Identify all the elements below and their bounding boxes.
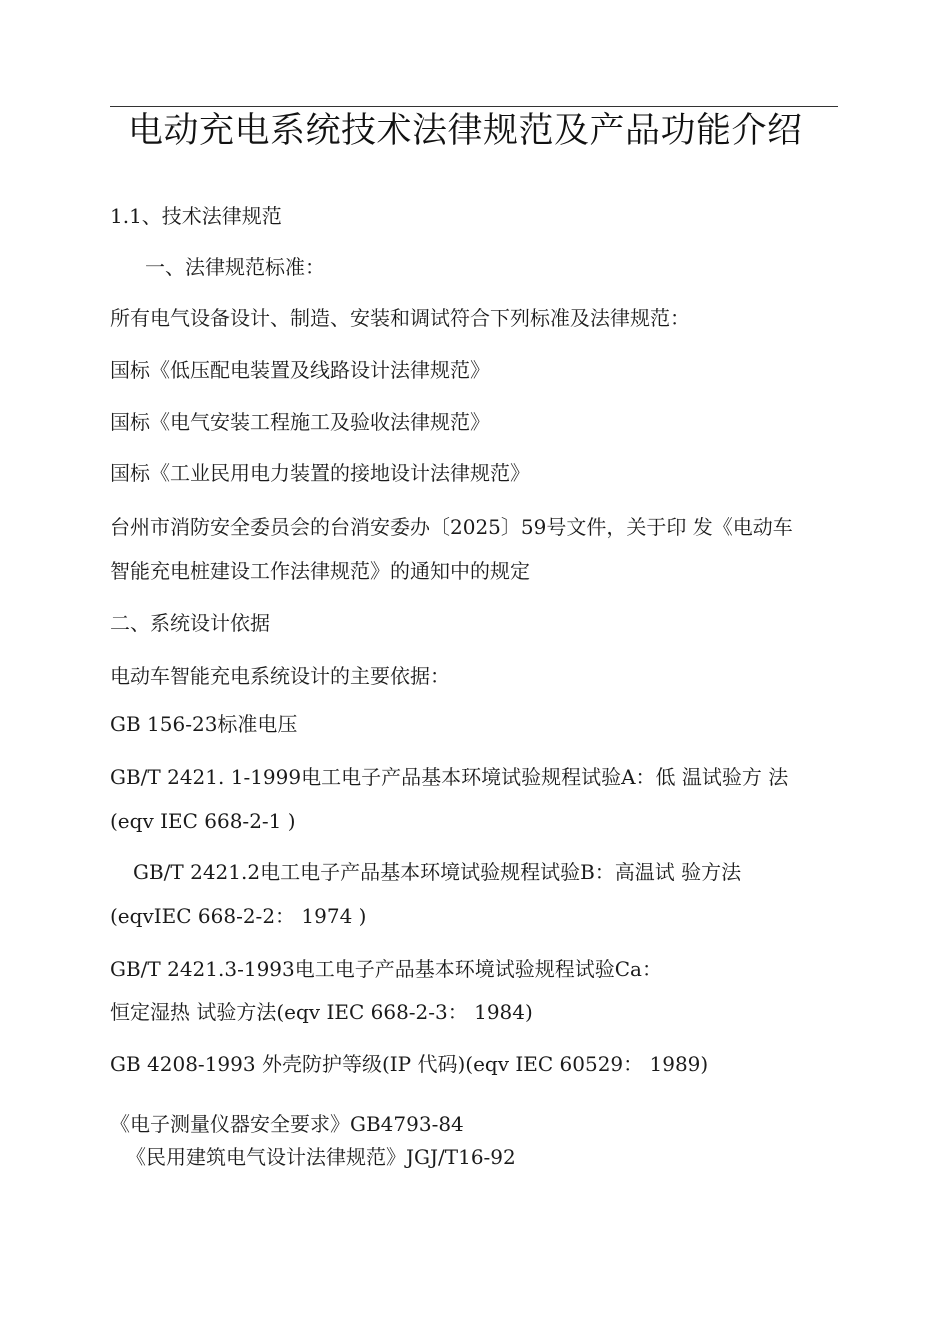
standard-item: GB/T 2421. 1-1999电工电子产品基本环境试验规程试验A：低 温试验方 法: [110, 765, 789, 789]
document-title: 电动充电系统技术法律规范及产品功能介绍: [128, 111, 803, 151]
standard-item: 国标《低压配电装置及线路设计法律规范》: [110, 358, 490, 382]
standard-item: 《民用建筑电气设计法律规范》JGJ/T16-92: [126, 1145, 516, 1169]
section-heading: 二、系统设计依据: [110, 611, 270, 635]
standard-item: GB 4208-1993 外壳防护等级(IP 代码)(eqv IEC 60529： 1989): [110, 1052, 709, 1076]
standard-item: 国标《电气安装工程施工及验收法律规范》: [110, 410, 490, 434]
standard-item: GB 156-23标准电压: [110, 712, 298, 736]
standard-item: 《电子测量仪器安全要求》GB4793-84: [110, 1112, 464, 1136]
paragraph-line: 所有电气设备设计、制造、安装和调试符合下列标准及法律规范：: [110, 306, 690, 330]
paragraph-line: 智能充电桩建设工作法律规范》的通知中的规定: [110, 559, 530, 583]
standard-item-continuation: 恒定湿热 试验方法(eqv IEC 668-2-3： 1984): [110, 1000, 533, 1024]
paragraph-line: 台州市消防安全委员会的台消安委办〔2025〕59号文件，关于印 发《电动车: [110, 515, 793, 539]
standard-item-continuation: (eqvIEC 668-2-2： 1974 ): [110, 904, 367, 928]
standard-item: GB/T 2421.3-1993电工电子产品基本环境试验规程试验Ca：: [110, 957, 662, 981]
standard-item-continuation: (eqv IEC 668-2-1 ): [110, 809, 296, 833]
paragraph-line: 电动车智能充电系统设计的主要依据：: [110, 664, 450, 688]
subsection-heading: 一、法律规范标准：: [145, 255, 325, 279]
standard-item: GB/T 2421.2电工电子产品基本环境试验规程试验B：高温试 验方法: [133, 860, 742, 884]
section-heading: 1.1、技术法律规范: [110, 204, 282, 228]
standard-item: 国标《工业民用电力装置的接地设计法律规范》: [110, 461, 530, 485]
title-divider: [110, 106, 838, 107]
